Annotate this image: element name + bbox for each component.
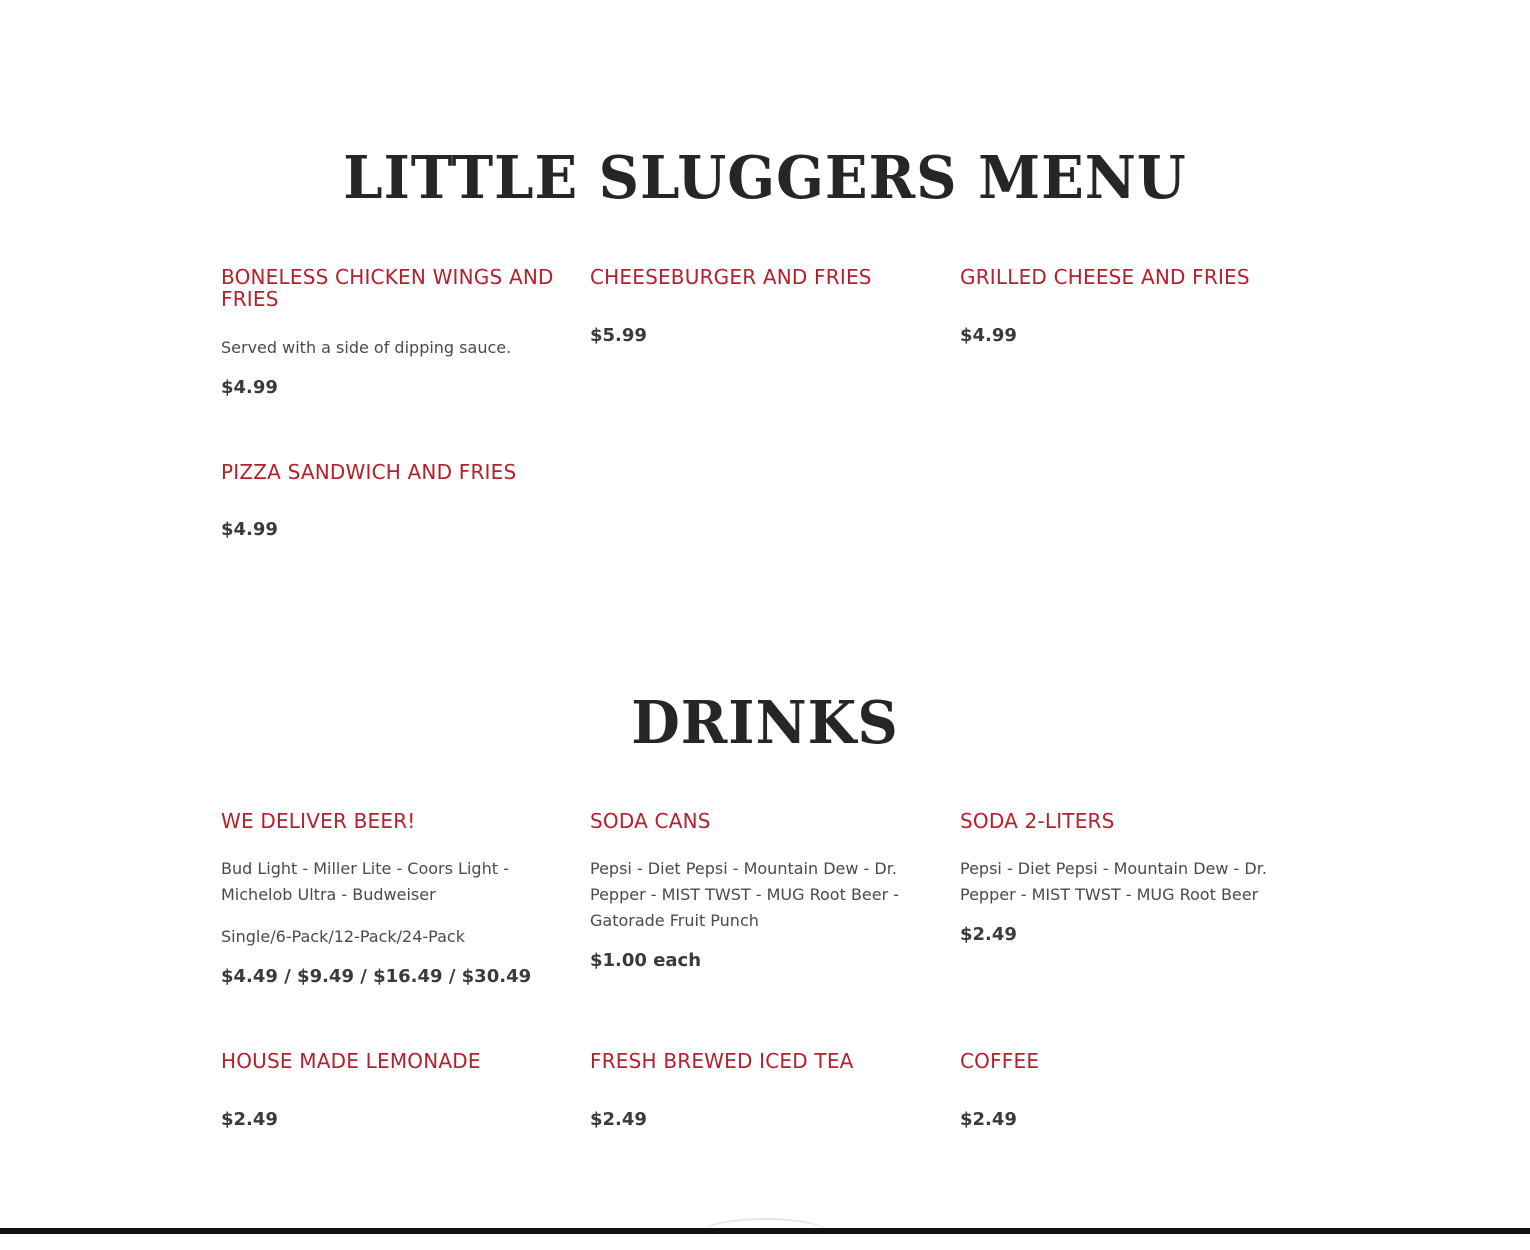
menu-item-grilled-cheese: [960, 266, 1310, 347]
item-price: $4.49 / $9.49 / $16.49 / $30.49: [221, 966, 532, 987]
item-description: Pepsi - Diet Pepsi - Mountain Dew - Dr. Pepper - MIST TWST - MUG Root Beer - Gatorade Fruit Punch: [590, 859, 900, 930]
menu-item-cheeseburger: [590, 266, 940, 347]
item-name: PIZZA SANDWICH AND FRIES: [221, 460, 517, 484]
item-price: $2.49: [960, 1109, 1017, 1130]
menu-item-beer: [221, 810, 571, 988]
item-description: Served with a side of dipping sauce.: [221, 338, 512, 357]
item-price: $2.49: [590, 1109, 647, 1130]
item-name: GRILLED CHEESE AND FRIES: [960, 265, 1250, 289]
item-price: $4.99: [960, 325, 1017, 346]
item-price: $4.99: [221, 519, 278, 540]
item-name: WE DELIVER BEER!: [221, 809, 416, 833]
menu-item-iced-tea: [590, 1050, 940, 1131]
item-name: HOUSE MADE LEMONADE: [221, 1049, 481, 1073]
item-name: CHEESEBURGER AND FRIES: [590, 265, 872, 289]
item-sizes: Single/6-Pack/12-Pack/24-Pack: [221, 927, 465, 946]
footer-bar: [0, 1228, 1530, 1234]
item-price: $2.49: [960, 924, 1017, 945]
item-price: $4.99: [221, 377, 278, 398]
item-name: FRESH BREWED ICED TEA: [590, 1049, 854, 1073]
item-price: $5.99: [590, 325, 647, 346]
footer-logo-arc: [700, 1218, 830, 1250]
menu-item-boneless-wings: [221, 266, 571, 399]
item-price: $1.00 each: [590, 950, 702, 971]
item-name: SODA CANS: [590, 809, 711, 833]
kids-menu-title: LITTLE SLUGGERS MENU: [343, 143, 1187, 213]
menu-item-soda-2-liters: [960, 810, 1310, 946]
item-description: Bud Light - Miller Lite - Coors Light - Michelob Ultra - Budweiser: [221, 859, 509, 904]
item-name: COFFEE: [960, 1049, 1040, 1073]
item-price: $2.49: [221, 1109, 278, 1130]
drinks-title: DRINKS: [631, 688, 899, 758]
menu-item-pizza-sandwich: [221, 461, 571, 541]
menu-item-soda-cans: [590, 810, 940, 972]
item-name: SODA 2-LITERS: [960, 809, 1115, 833]
menu-item-coffee: [960, 1050, 1310, 1131]
menu-item-lemonade: [221, 1050, 571, 1131]
item-name: BONELESS CHICKEN WINGS AND FRIES: [221, 265, 554, 311]
item-description: Pepsi - Diet Pepsi - Mountain Dew - Dr. Pepper - MIST TWST - MUG Root Beer: [960, 859, 1267, 904]
